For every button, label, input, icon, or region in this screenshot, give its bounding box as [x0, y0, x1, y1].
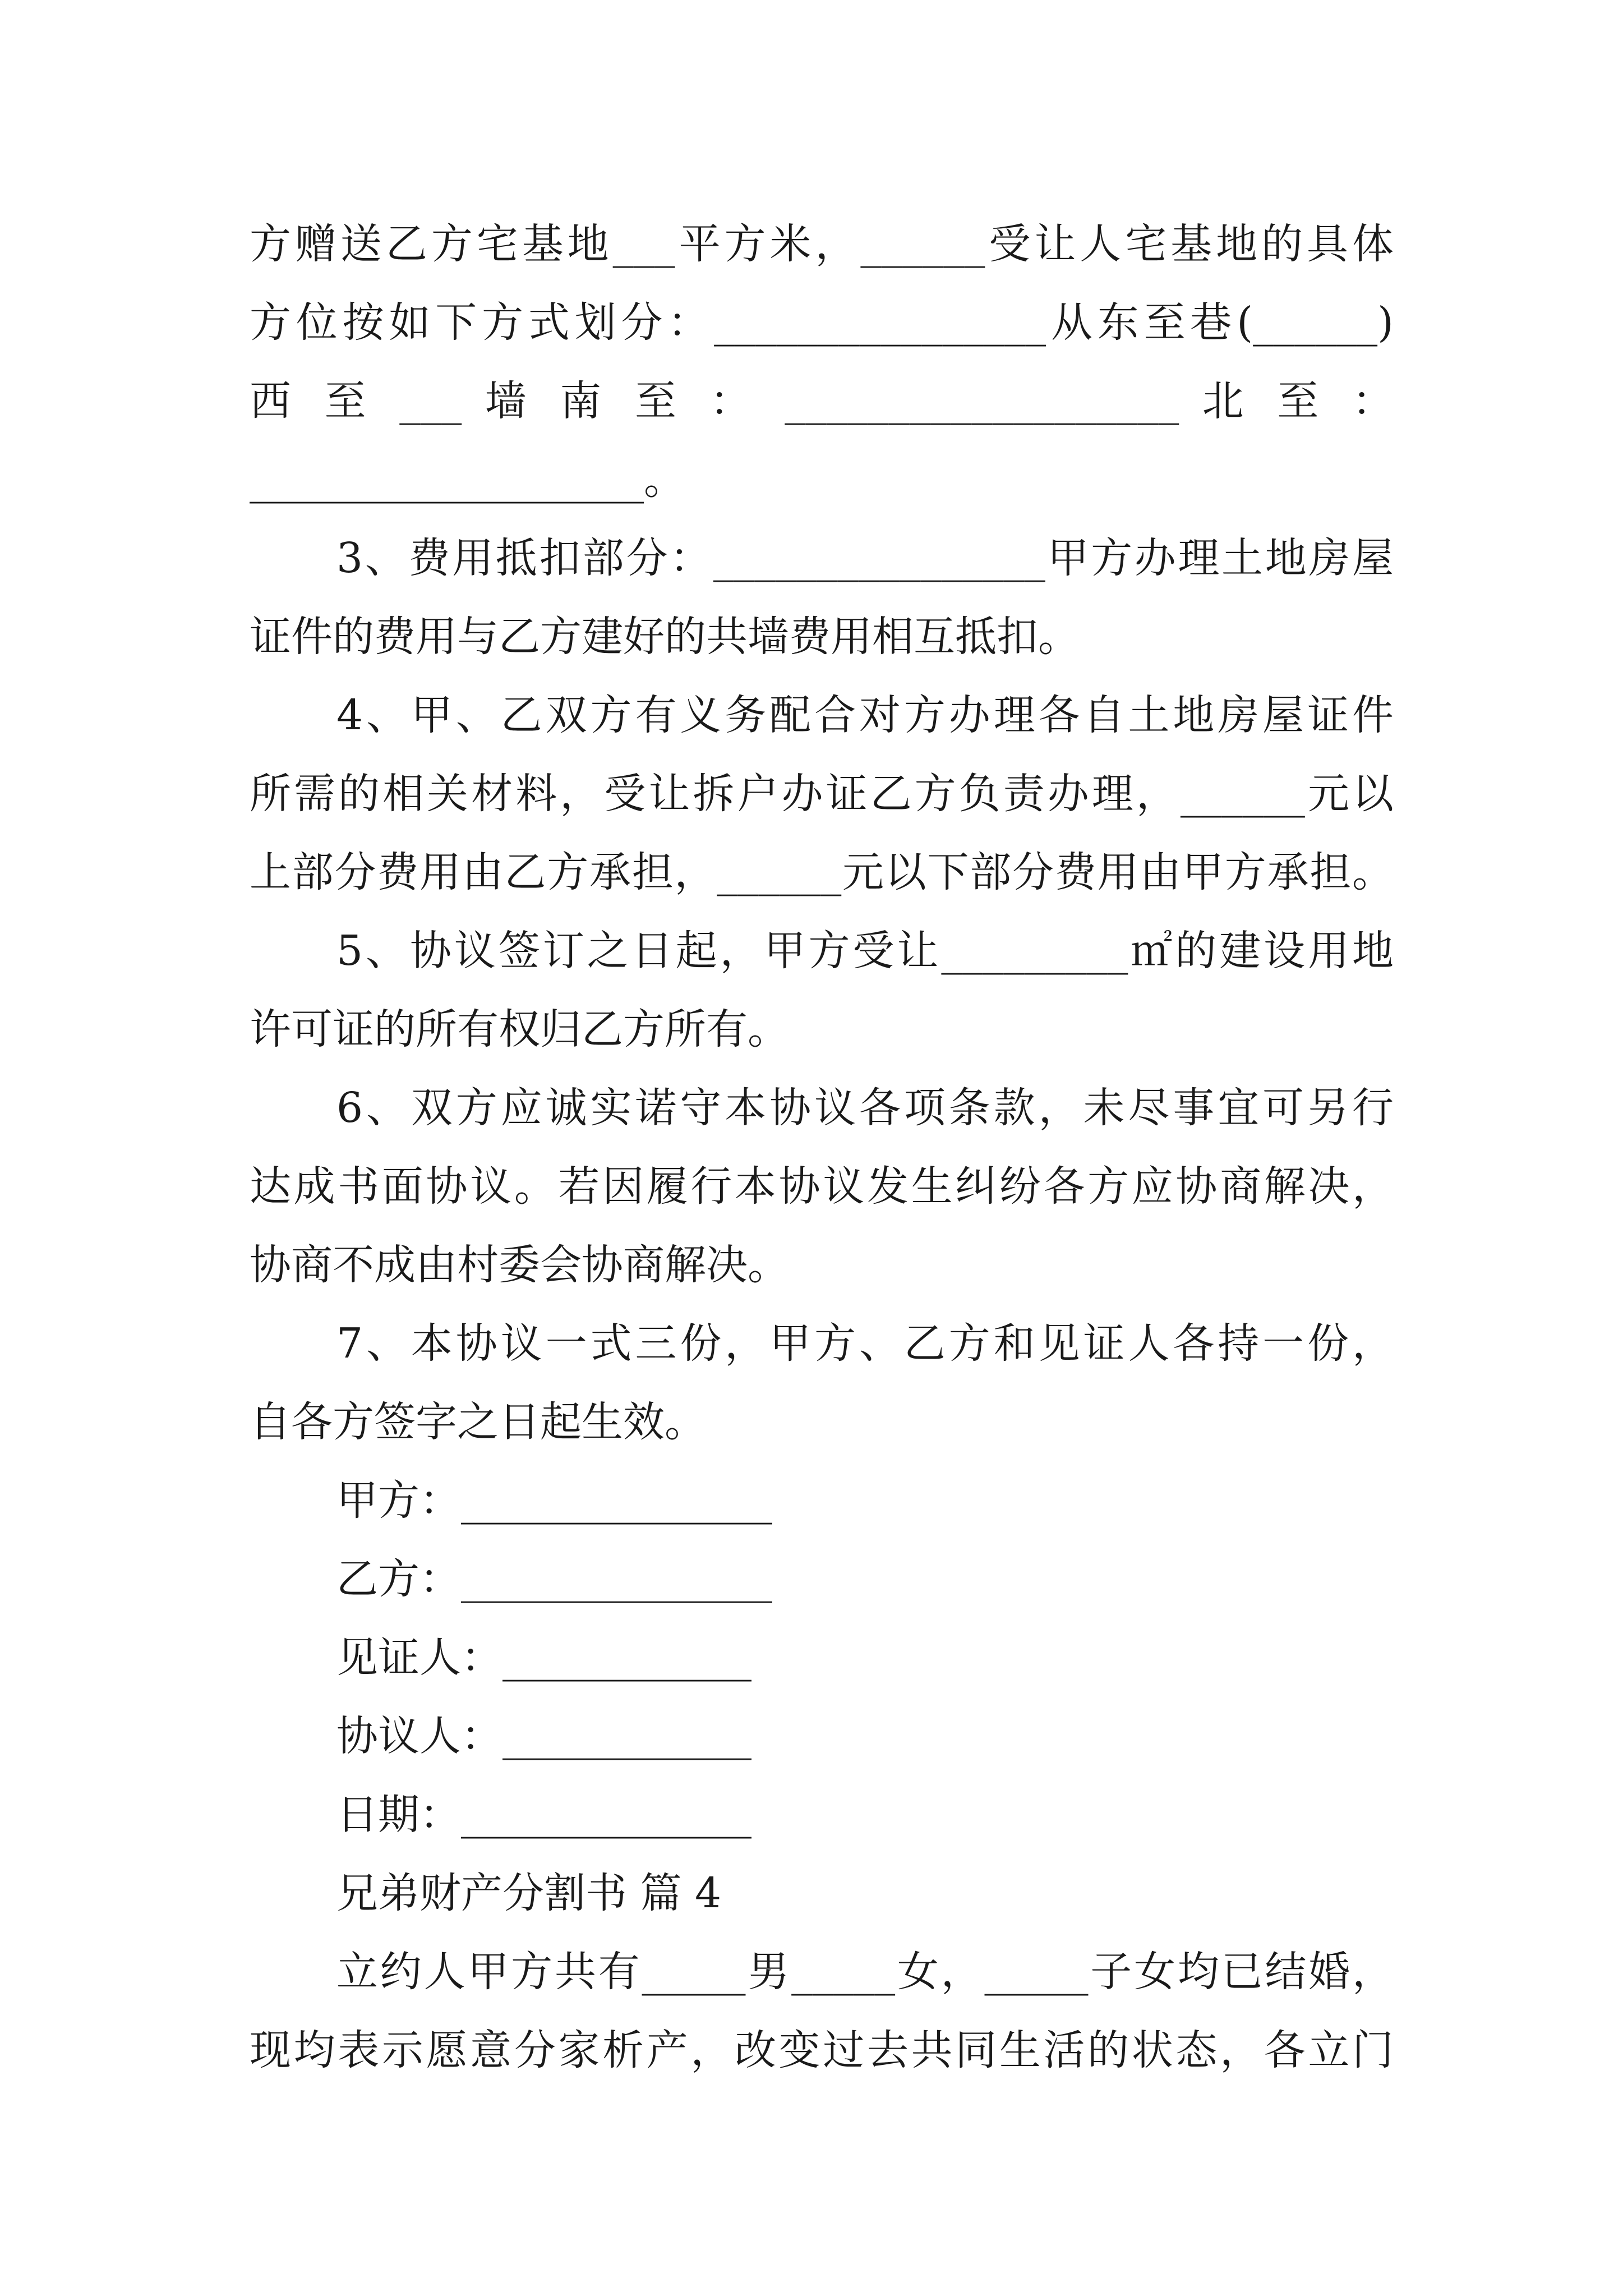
clause-7-line-1: 7、本协议一式三份，甲方、乙方和见证人各持一份， — [336, 1319, 1394, 1368]
clause-4-line-3: 上部分费用由乙方承担，______元以下部分费用由甲方承担。 — [250, 848, 1394, 896]
clause-3-line-2: 证件的费用与乙方建好的共墙费用相互抵扣。 — [250, 613, 1080, 661]
text-line-2: 方位按如下方式划分：________________从东至巷(______) — [250, 298, 1394, 347]
text-line-1: 方赠送乙方宅基地___平方米，______受让人宅基地的具体 — [250, 220, 1394, 268]
signature-party-b: 乙方：_______________ — [336, 1555, 772, 1603]
clause-6-line-3: 协商不成由村委会协商解决。 — [250, 1241, 789, 1289]
clause-6-line-2: 达成书面协议。若因履行本协议发生纠纷各方应协商解决， — [250, 1162, 1394, 1211]
text-line-4: ___________________。 — [250, 455, 685, 504]
signature-date: 日期：______________ — [336, 1791, 751, 1839]
section-4-line-1: 立约人甲方共有_____男_____女，_____子女均已结婚， — [336, 1948, 1394, 1996]
clause-6-line-1: 6、双方应诚实诺守本协议各项条款，未尽事宜可另行 — [336, 1084, 1394, 1132]
clause-5-line-1: 5、协议签订之日起，甲方受让_________㎡的建设用地 — [336, 927, 1394, 975]
section-4-line-2: 现均表示愿意分家析产，改变过去共同生活的状态，各立门 — [250, 2026, 1394, 2074]
section-heading: 兄弟财产分割书 篇 4 — [336, 1869, 722, 1917]
text-line-3: 西 至 ___ 墙 南 至 ： ___________________ 北 至 ： — [250, 377, 1394, 425]
clause-7-line-2: 自各方签字之日起生效。 — [250, 1398, 706, 1446]
signature-agreement-party: 协议人：____________ — [336, 1712, 751, 1760]
signature-party-a: 甲方：_______________ — [336, 1476, 772, 1525]
signature-witness: 见证人：____________ — [336, 1634, 751, 1682]
clause-5-line-2: 许可证的所有权归乙方所有。 — [250, 1005, 789, 1053]
clause-3-line-1: 3、费用抵扣部分：________________甲方办理土地房屋 — [336, 534, 1394, 582]
clause-4-line-1: 4、甲、乙双方有义务配合对方办理各自土地房屋证件 — [336, 691, 1394, 739]
clause-4-line-2: 所需的相关材料，受让拆户办证乙方负责办理，______元以 — [250, 770, 1394, 818]
